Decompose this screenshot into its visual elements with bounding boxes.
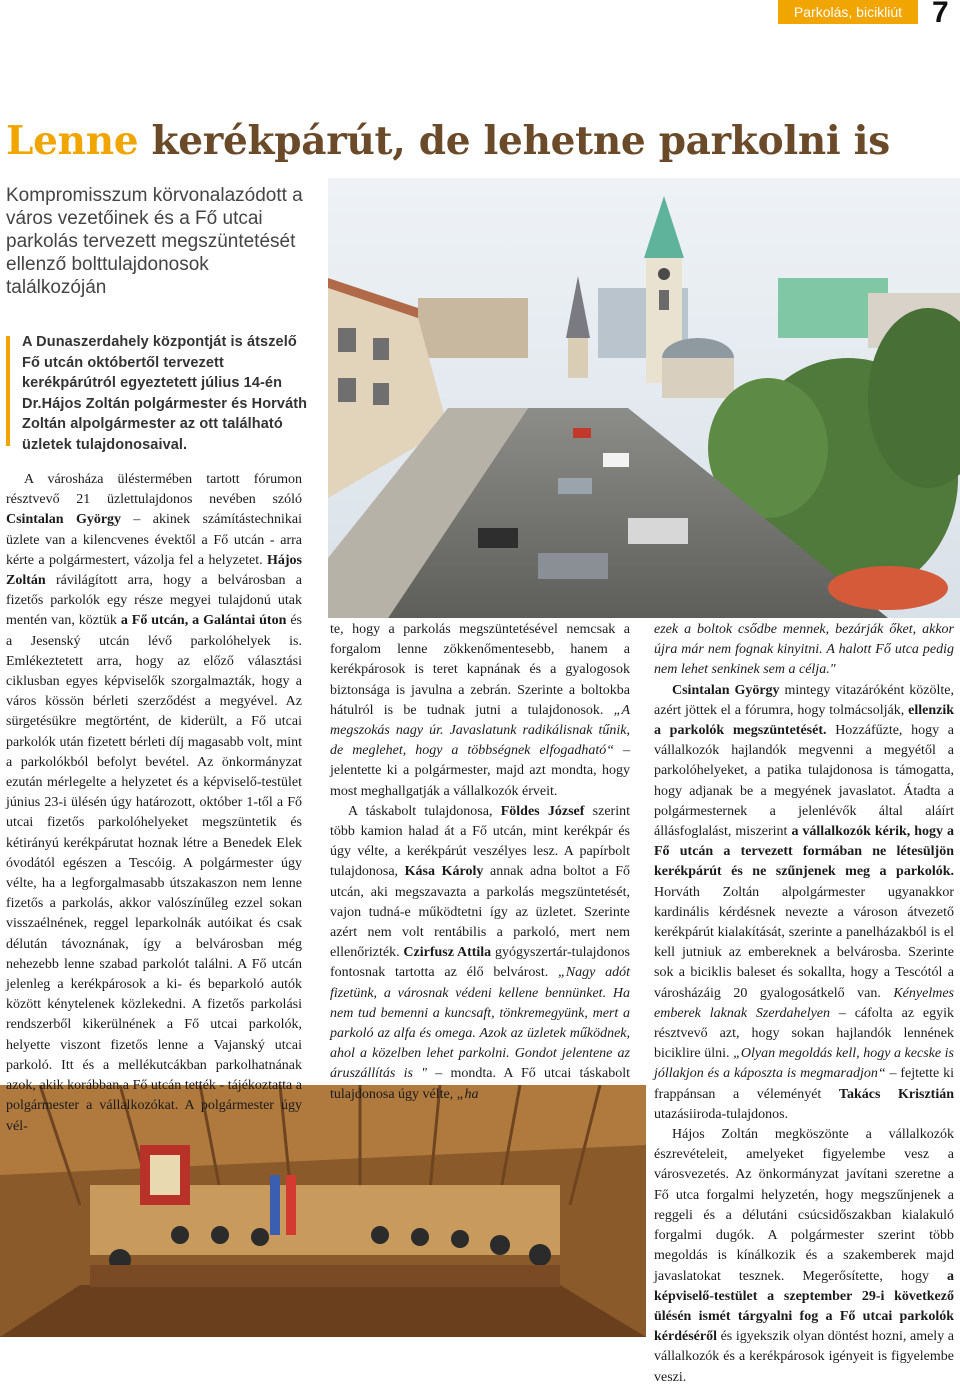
text-run: – cáfolta az egyik résztvevő azt, hogy sokan hajlandók lennének biciklire ülni. — [654, 1005, 954, 1062]
emphasis: a képviselő-testület a szeptember 29-i következő ülésén ismét tárgyalni fog a Fő utcai parkolók kérdéséről — [654, 1268, 954, 1345]
text-run: szerint több kamion halad át a Fő utcán, mint kerékpár és úgy vélte, a kerékpárút veszélyes lesz. A papírbolt tulajdonosa, — [330, 803, 630, 880]
article-lead: A Dunaszerdahely központját is átszelő Fő utcán októbertől tervezett kerékpárútról egyeztetett július 14-én Dr.Hájos Zoltán polgármester és Horváth Zoltán alpolgármester az ott található üzletek tulajdonosaival. — [22, 334, 308, 453]
body-column-3 — [654, 620, 954, 1388]
quote: „Nagy adót fizetünk, a városnak védeni kellene bennünket. Ha nem tud bemenni a kuncsaft, tönkremegyünk, mert a parkoló az alfa és omega. Azok az üzletek működnek, ahol a közelben lehet parkolni. Gondot jelentene az áruszállítás is " — [330, 965, 630, 1082]
col3-paragraph-2 — [654, 681, 954, 1125]
text-run: annak adna boltot a Fő utcán, aki megszavazta a parkolás megszüntetését, vajon tudná-e működtetni így az üzletet. Szerinte azért nem volt rentábilis a parkoló, mert nem ellenőrizték. — [330, 864, 631, 961]
text-run: te, hogy a parkolás megszüntetésével nemcsak a forgalom lenne zökkenőmentesebb, hanem a kerékpárosok is teret kapnának és a gyalogosok biztonsága is javulna a zebrán. Szerinte a boltokba hátulról is be tudnak jutni a tulajdonosok. — [330, 622, 630, 718]
text-run: Hájos Zoltán megköszönte a vállalkozók észrevételeit, amelyeket figyelembe vesz a városvezetés. Az önkormányzat javítani szeretne a Fő utca forgalmi helyzetén, hogy megszűnjenek a reggeli és a délutáni csúcsidőszakban kialakuló forgalmi dugók. A polgármester szerint több megoldás is kínálkozik és a szakemberek majd javaslatokat tesznek. Megerősítette, hogy — [654, 1127, 954, 1284]
text-run: gyógyszertár-tulajdonos fontosnak tartotta az élő belvárost. — [330, 945, 631, 981]
text-run: Horváth Zoltán alpolgármester ugyanakkor kardinális kérdésnek nevezte a városon átvezető kerékpárút kialakítását, szerinte a panelházakból is el kell jutniuk az embereknek a belvárosba. Szerinte sok a biciklis baleset és sokallta, hogy a Tescótól a városházáig 20 gyalogosátkelő van. — [654, 884, 954, 1001]
person-name: Kása Károly — [404, 864, 484, 880]
col1-paragraph — [6, 470, 302, 1137]
body-column-1 — [6, 470, 302, 1137]
body-column-2 — [330, 620, 630, 1105]
article-subhead: Kompromisszum körvonalazódott a város vezetőinek és a Fő utcai parkolás tervezett megszüntetését ellenző bolttulajdonosok találkozóján — [6, 185, 303, 298]
headline-rest: kerékpárút, de lehetne parkolni is — [151, 118, 890, 164]
person-name: Csintalan György — [672, 682, 780, 698]
text-run: – fejtette ki frappánsan a véleményét — [654, 1066, 954, 1102]
quote: „A megszokás nagy úr. Javaslatunk radikálisnak tűnik, de meglehet, hogy a többségnek elfogadható“ — [330, 702, 630, 759]
text-run: utazásiiroda-tulajdonos. — [654, 1106, 789, 1122]
lead-accent-bar — [6, 336, 10, 446]
person-name: Csintalan György — [6, 512, 122, 528]
emphasis: a Fő utcán, a Galántai úton — [120, 613, 287, 629]
text-run: – akinek számítástechnikai üzlete van a kilencvenes évektől a Fő utcán - arra kérte a polgármestert, vázolja fel a helyzetet. — [6, 512, 302, 568]
person-name: Hájos Zoltán — [6, 552, 302, 589]
person-name: Czirfusz Attila — [403, 945, 492, 961]
article-headline — [6, 118, 956, 164]
text-run: és igyekszik olyan döntést hozni, amely a vállalkozók és a kerékpárosok igényeit is figyelembe veszi. — [654, 1329, 954, 1385]
text-run: –jelentette ki a polgármester, majd azt mondta, hogy most meghallgatják a vállalkozók érveit. — [330, 743, 631, 799]
quote: „Olyan megoldás kell, hogy a kecske is jóllakjon és a káposzta is megmaradjon“ — [654, 1046, 954, 1082]
text-run: mintegy vitazáróként közölte, azért jöttek el a fórumra, hogy tolmácsolják, — [654, 682, 954, 718]
quote: „ha — [456, 1086, 479, 1102]
emphasis: a vállalkozók kérik, hogy a Fő utcán a tervezett formában ne létesüljön kerékpárút és ne szűnjenek meg a parkolók. — [654, 824, 954, 880]
text-run: Hozzáfűzte, hogy a vállalkozók hajlandók megvenni a megyétől a parkolóhelyeket, a patika tulajdonosa is támogatta, hogy adjanak be a megyének javaslatot. Átadta a polgármesternek a jelenlévők által aláírt állásfoglalást, miszerint — [654, 723, 954, 840]
col2-paragraph-2 — [330, 802, 630, 1105]
person-name: Takács Krisztián — [838, 1086, 955, 1102]
text-run: A városháza üléstermében tartott fórumon résztvevő 21 üzlettulajdonos nevében szóló — [6, 472, 302, 508]
street-photo — [328, 178, 960, 618]
quote: Kényelmes emberek laknak Szerdahelyen — [654, 985, 954, 1021]
col3-paragraph-1 — [654, 620, 954, 681]
text-run: rávilágított arra, hogy a belvárosban a fizetős parkolók egy része megyei tulajdonú utak mentén van, köztük — [6, 573, 302, 629]
headline-highlight: Lenne — [6, 118, 139, 164]
text-run: – mondta. A Fő utcai táskabolt tulajdonosa úgy vélte, — [330, 1066, 630, 1102]
col3-paragraph-3 — [654, 1125, 954, 1388]
text-run: A táskabolt tulajdonosa, — [348, 803, 501, 819]
col2-paragraph-1 — [330, 620, 630, 802]
page-number: 7 — [932, 0, 949, 29]
text-run: és a Jesenský utcán lévő parkolóhelyek is. Emlékeztetett arra, hogy az előző választási ciklusban egyes képviselők szorgalmazták, hogy a város kössön bérleti szerződést a megyével. Az sürgetésükre megtörtént, de kiderült, a Fő utcai parkolók után fizetett bérleti díj magasabb volt, mint a parkolókból befolyt bevétel. Az önkormányzat ezután mérlegelte a helyzetet és a képviselő-testület június 23-i ülésén úgy határozott, október 1-től a Fő utcai fizetős parkolóhelyeket megszüntetik és kétirányú kerékpárutat hoznak létre a Benedek Elek óvodától egészen a Tescóig. A polgármester úgy vélte, ha a legforgalmasabb útszakaszon nem lenne fizetős a parkolás, akkor valószínűleg ezzel sokan visszaélnének, reggel leparkolnák autóikat és csak délután távoznának, így a belvárosban még nehezebb lenne szabad parkolót találni. A Fő utcán jelenleg a kerékpárosok a ki- és beparkoló autók között kénytelenek közlekedni. A fizetős parkolási rendszerből kikerülnének a Fő utcai parkolók, helyette viszont fizetős lenne a Vajanský utcai parkoló. Itt és a mellékutcákban parkolhatnának azok, akik korábban a Fő utcán tették - tájékoztatta a polgármester a vállalkozókat. A polgármester úgy vél- — [6, 613, 302, 1134]
section-tab: Parkolás, bicikliút — [778, 0, 918, 24]
person-name: Földes József — [500, 803, 585, 819]
emphasis: ellenzik a parkolók megszüntetését. — [654, 702, 954, 739]
quote: ezek a boltok csődbe mennek, bezárják őket, akkor újra már nem fognak kinyitni. A halott Fő utca pedig nem lehet senkinek sem a célja." — [654, 622, 954, 678]
